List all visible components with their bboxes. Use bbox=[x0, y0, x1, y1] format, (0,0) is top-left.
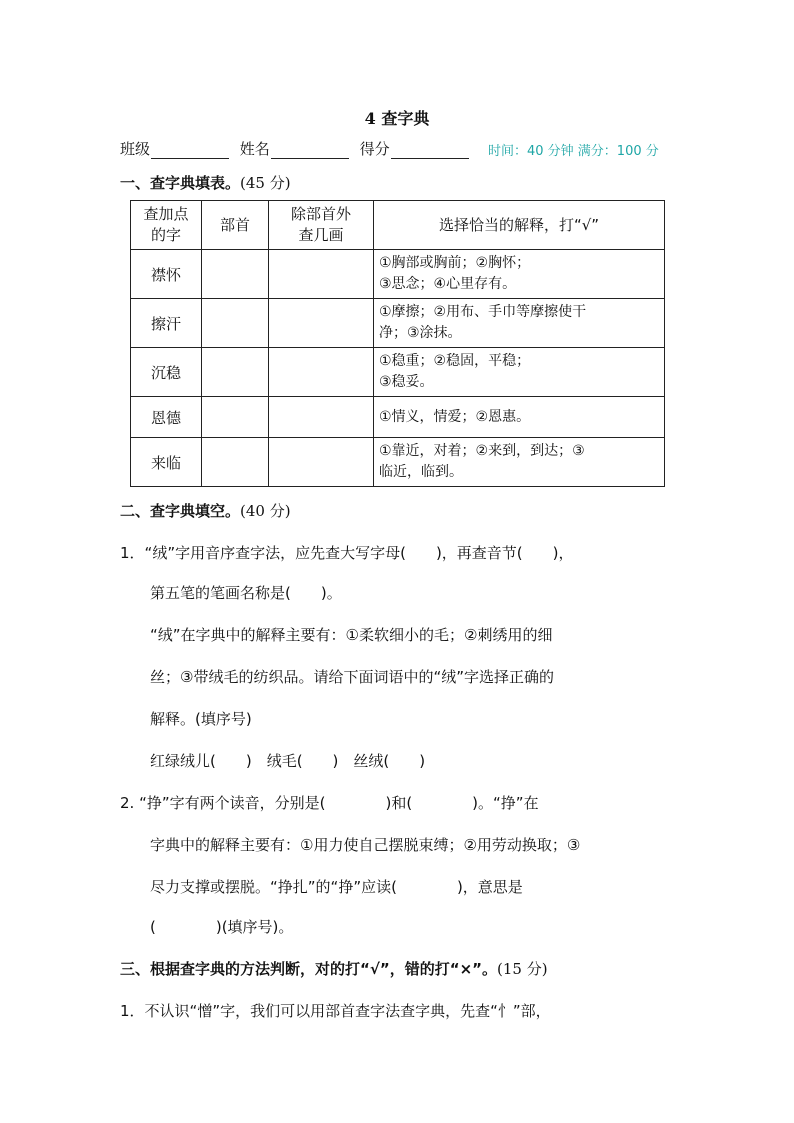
section3-heading bbox=[120, 958, 548, 979]
section1-score: (45 分) bbox=[240, 174, 291, 192]
meaning-cell[interactable] bbox=[374, 397, 665, 438]
meaning-line: ①靠近，对着；②来到，到达；③ bbox=[379, 443, 585, 459]
header-strokes-line2: 查几画 bbox=[298, 226, 344, 244]
header-strokes bbox=[269, 201, 374, 250]
q2-1-line1[interactable]: 1．“绒”字用音序查字法，应先查大写字母( )，再查音节( )， bbox=[120, 544, 574, 562]
radical-cell[interactable] bbox=[202, 250, 269, 299]
meaning-line: 净；③涂抹。 bbox=[379, 325, 462, 341]
strokes-cell[interactable] bbox=[269, 250, 374, 299]
meaning-line: 临近，临到。 bbox=[379, 464, 463, 480]
header-meaning-text: 选择恰当的解释，打“√” bbox=[438, 215, 600, 234]
table-row bbox=[131, 250, 665, 299]
meaning-line: ③思念；④心里存有。 bbox=[379, 276, 517, 292]
meaning-line: ①稳重；②稳固，平稳； bbox=[379, 353, 531, 369]
name-field bbox=[240, 138, 349, 159]
word-cell: 恩德 bbox=[131, 397, 202, 438]
q2-1-line4: 丝；③带绒毛的纺织品。请给下面词语中的“绒”字选择正确的 bbox=[150, 668, 554, 686]
class-blank[interactable] bbox=[151, 142, 229, 159]
table-row bbox=[131, 348, 665, 397]
radical-cell[interactable] bbox=[202, 397, 269, 438]
section1-heading bbox=[120, 172, 291, 193]
score-field bbox=[360, 138, 469, 159]
meaning-line: ①摩擦；②用布、手巾等摩擦使干 bbox=[379, 304, 587, 320]
radical-cell[interactable] bbox=[202, 299, 269, 348]
student-info-row bbox=[120, 138, 680, 160]
strokes-cell[interactable] bbox=[269, 299, 374, 348]
section3-score: (15 分) bbox=[497, 960, 548, 978]
header-char-line1: 查加点 bbox=[143, 205, 189, 223]
table-row bbox=[131, 299, 665, 348]
q2-2-line3[interactable]: 尽力支撑或摆脱。“挣扎”的“挣”应读( )，意思是 bbox=[150, 878, 523, 896]
table-header-row bbox=[131, 201, 665, 250]
section3-heading-text: 三、根据查字典的方法判断，对的打“√”，错的打“×”。 bbox=[120, 960, 498, 978]
time-info: 时间：40 分钟 满分：100 分 bbox=[488, 144, 659, 159]
header-radical bbox=[202, 201, 269, 250]
meaning-cell[interactable] bbox=[374, 348, 665, 397]
section1-heading-text: 一、查字典填表。 bbox=[120, 174, 241, 192]
radical-cell[interactable] bbox=[202, 348, 269, 397]
header-radical-text: 部首 bbox=[219, 215, 250, 234]
header-char bbox=[131, 201, 202, 250]
section2-score: (40 分) bbox=[240, 502, 291, 520]
strokes-cell[interactable] bbox=[269, 348, 374, 397]
q2-1-line3: “绒”在字典中的解释主要有：①柔软细小的毛；②刺绣用的细 bbox=[150, 626, 553, 644]
q2-1-line2[interactable]: 第五笔的笔画名称是( )。 bbox=[150, 584, 342, 602]
q2-2-line2: 字典中的解释主要有：①用力使自己摆脱束缚；②用劳动换取；③ bbox=[150, 836, 581, 854]
meaning-line: ①胸部或胸前；②胸怀； bbox=[379, 255, 531, 271]
q2-2-line1[interactable]: 2. “挣”字有两个读音，分别是( )和( )。“挣”在 bbox=[120, 794, 539, 812]
meaning-cell[interactable] bbox=[374, 250, 665, 299]
word-cell: 襟怀 bbox=[131, 250, 202, 299]
table-row bbox=[131, 438, 665, 487]
q2-1-line5: 解释。(填序号) bbox=[150, 710, 252, 728]
name-blank[interactable] bbox=[271, 142, 349, 159]
header-strokes-line1: 除部首外 bbox=[290, 205, 351, 223]
strokes-cell[interactable] bbox=[269, 438, 374, 487]
score-label: 得分 bbox=[359, 140, 390, 158]
word-cell: 沉稳 bbox=[131, 348, 202, 397]
meaning-cell[interactable] bbox=[374, 299, 665, 348]
strokes-cell[interactable] bbox=[269, 397, 374, 438]
meaning-cell[interactable] bbox=[374, 438, 665, 487]
page-title: 4 查字典 bbox=[364, 109, 430, 128]
radical-cell[interactable] bbox=[202, 438, 269, 487]
word-cell: 擦汗 bbox=[131, 299, 202, 348]
table-row bbox=[131, 397, 665, 438]
header-meaning bbox=[374, 201, 665, 250]
header-char-line2: 的字 bbox=[150, 226, 181, 244]
section2-heading-text: 二、查字典填空。 bbox=[120, 502, 241, 520]
q3-1-line1: 1．不认识“憎”字，我们可以用部首查字法查字典，先查“忄”部， bbox=[120, 1002, 551, 1020]
class-field bbox=[120, 138, 229, 159]
dictionary-table bbox=[130, 200, 665, 487]
meaning-line: ①情义，情爱；②恩惠。 bbox=[379, 408, 531, 425]
word-cell: 来临 bbox=[131, 438, 202, 487]
score-blank[interactable] bbox=[391, 142, 469, 159]
section2-heading bbox=[120, 500, 291, 521]
class-label: 班级 bbox=[120, 140, 151, 158]
name-label: 姓名 bbox=[239, 140, 270, 158]
meaning-line: ③稳妥。 bbox=[379, 374, 434, 390]
q2-1-line6[interactable]: 红绿绒儿( ) 绒毛( ) 丝绒( ) bbox=[150, 752, 426, 770]
q2-2-line4[interactable]: ( )(填序号)。 bbox=[150, 918, 294, 936]
